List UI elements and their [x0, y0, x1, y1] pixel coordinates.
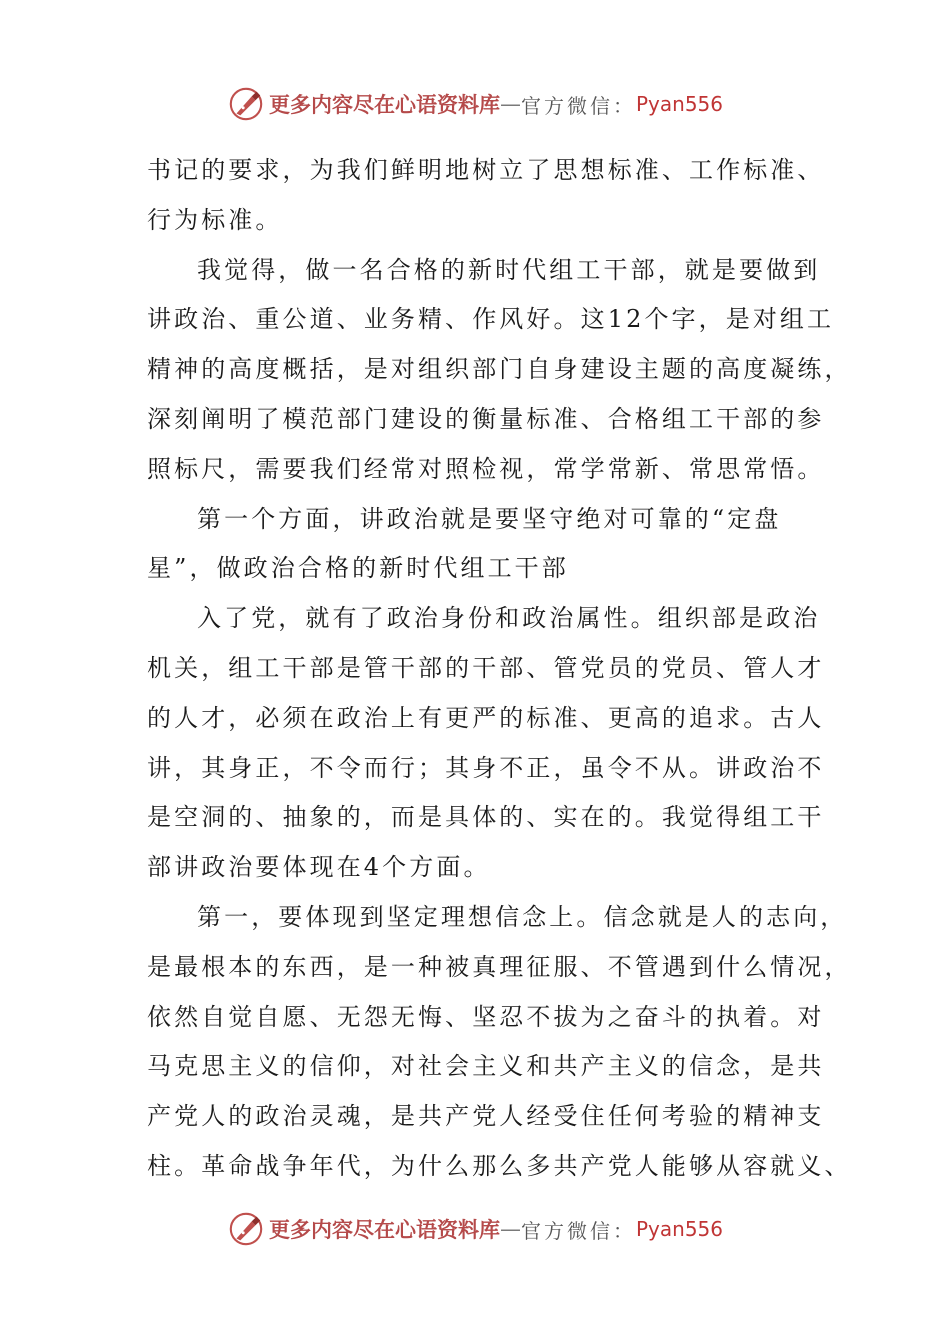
text-line: 书记的要求，为我们鲜明地树立了思想标准、工作标准、	[147, 156, 825, 184]
pen-nib-logo-icon	[227, 85, 265, 123]
footer-banner	[0, 1207, 950, 1251]
banner-title: 更多内容尽在心语资料库	[268, 1217, 500, 1242]
text-line: 照标尺，需要我们经常对照检视，常学常新、常思常悟。	[147, 454, 825, 483]
banner-wechat-label: 官方微信：	[520, 1218, 636, 1243]
text-line: 精神的高度概括，是对组织部门自身建设主题的高度凝练，	[147, 355, 852, 384]
pen-nib-logo-icon	[227, 1210, 265, 1248]
text-line: 讲，其身正，不令而行；其身不正，虽令不从。讲政治不	[147, 753, 825, 782]
section-heading-line: 第一个方面，讲政治就是要坚守绝对可靠的“定盘	[197, 504, 782, 533]
text-line: 是空洞的、抽象的，而是具体的、实在的。我觉得组工干	[147, 803, 825, 832]
banner-wechat-id: Pyan556	[635, 1217, 723, 1241]
text-line: 的人才，必须在政治上有更严的标准、更高的追求。古人	[147, 703, 825, 732]
text-line: 第一，要体现到坚定理想信念上。信念就是人的志向，	[197, 902, 848, 931]
banner-title: 更多内容尽在心语资料库	[268, 92, 500, 117]
text-line: 行为标准。	[147, 205, 283, 234]
text-line: 马克思主义的信仰，对社会主义和共产主义的信念，是共	[147, 1052, 825, 1081]
header-banner	[0, 82, 950, 126]
section-heading-line: 星”，做政治合格的新时代组工干部	[147, 554, 569, 583]
text-line: 我觉得，做一名合格的新时代组工干部，就是要做到	[197, 255, 821, 284]
banner-dash: —	[499, 1217, 521, 1241]
text-line: 柱。革命战争年代，为什么那么多共产党人能够从容就义、	[147, 1151, 852, 1180]
text-line: 入了党，就有了政治身份和政治属性。组织部是政治	[197, 604, 821, 633]
text-line: 讲政治、重公道、业务精、作风好。这12个字，是对组工	[147, 305, 835, 334]
banner-dash: —	[499, 92, 521, 116]
text-line: 深刻阐明了模范部门建设的衡量标准、合格组工干部的参	[147, 404, 825, 433]
text-line: 部讲政治要体现在4个方面。	[147, 853, 491, 882]
banner-wechat-label: 官方微信：	[520, 93, 636, 118]
banner-wechat-id: Pyan556	[635, 92, 723, 116]
document-body	[147, 146, 852, 1192]
text-line: 依然自觉自愿、无怨无悔、坚忍不拔为之奋斗的执着。对	[147, 1002, 825, 1031]
text-line: 产党人的政治灵魂，是共产党人经受住任何考验的精神支	[147, 1102, 825, 1131]
text-line: 是最根本的东西，是一种被真理征服、不管遇到什么情况，	[147, 952, 852, 981]
text-line: 机关，组工干部是管干部的干部、管党员的党员、管人才	[147, 653, 825, 682]
